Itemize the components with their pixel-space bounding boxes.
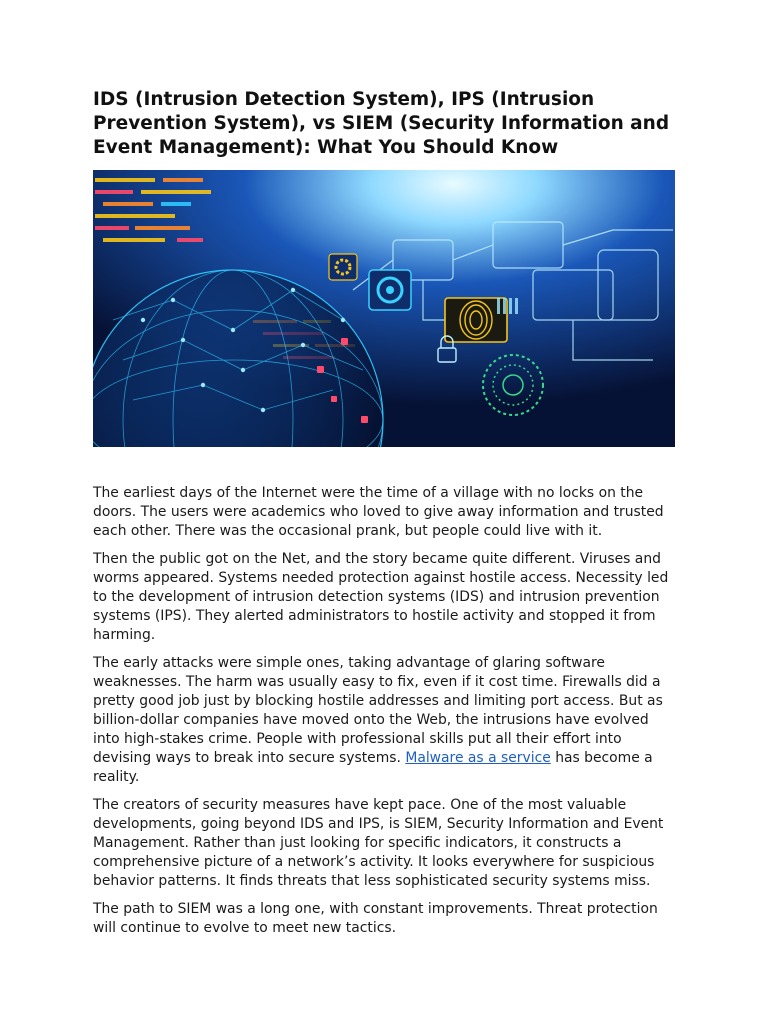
cybersecurity-hero-image [93, 170, 675, 447]
paragraph: The path to SIEM was a long one, with constant improvements. Threat protection will continue to evolve to meet new tactics. [93, 901, 658, 936]
target-icon [369, 270, 411, 310]
paragraph: The earliest days of the Internet were the time of a village with no locks on the doors. The users were academics who loved to give away information and trusted each other. There was the occasional prank, but people could live with it. [93, 485, 664, 539]
article-title: IDS (Intrusion Detection System), IPS (Intrusion Prevention System), vs SIEM (Security Information and Event Management): What You Should Know [93, 89, 670, 158]
gear-icon [329, 254, 357, 280]
paragraph [93, 654, 675, 787]
paragraph-text: has become a reality. [93, 750, 653, 785]
paragraph: Then the public got on the Net, and the story became quite different. Viruses and worms appeared. Systems needed protection against hostile access. Necessity led to the development of intrusion detection systems (IDS) and intrusion prevention systems (IPS). They alerted administrators to hostile activity and stopped it from harming. [93, 551, 669, 643]
article-body [93, 484, 675, 947]
paragraph-text: The early attacks were simple ones, taking advantage of glaring software weaknesses. The harm was usually easy to fix, even if it cost time. Firewalls did a pretty good job just by blocking hostile addresses and limiting port access. But as billion-dollar companies have moved onto the Web, the intrusions have evolved into high-stakes crime. People with professional skills put all their effort into devising ways to break into secure systems. [93, 655, 663, 766]
malware-as-a-service-link[interactable]: Malware as a service [405, 750, 551, 766]
paragraph: The creators of security measures have kept pace. One of the most valuable developments, going beyond IDS and IPS, is SIEM, Security Information and Event Management. Rather than just looking for specific indicators, it constructs a comprehensive picture of a network’s activity. It looks everywhere for suspicious behavior patterns. It finds threats that less sophisticated security systems miss. [93, 797, 664, 889]
